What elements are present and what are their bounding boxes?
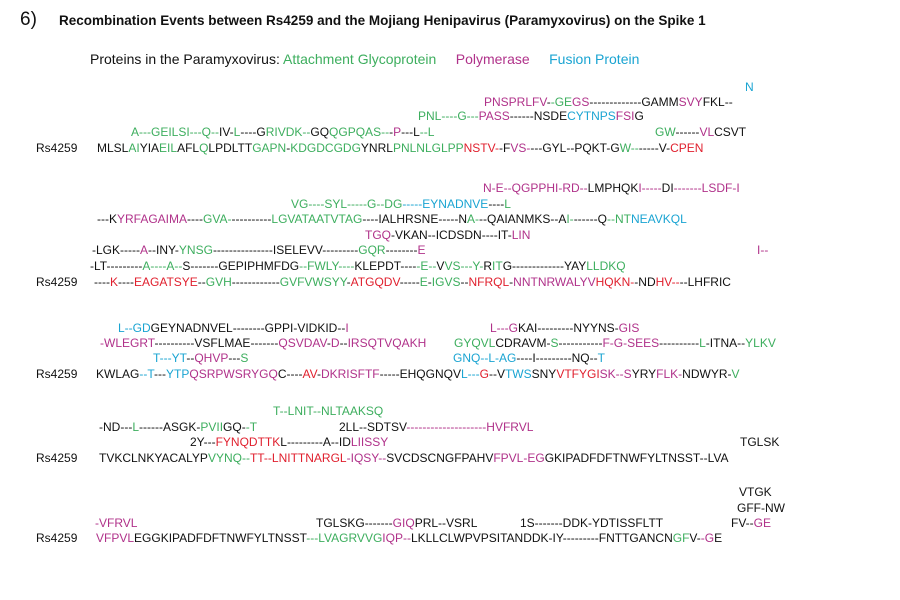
alignment-row: TVKCLNKYACALYPVYNQ--TT--LNITTNARGL-IQSY--SVCDSCNGFPAHVFPVL-EGGKIPADFDFTNWFYLTNSST--LVA	[99, 451, 729, 465]
alignment-row: T--LNIT--NLTAAKSQ	[273, 404, 384, 418]
sequence-label-rs4259: Rs4259	[36, 367, 78, 381]
alignment-row: VTGK	[739, 485, 772, 499]
sequence-label-rs4259: Rs4259	[36, 531, 78, 545]
alignment-row: -LGK-----A--INY-YNSG---------------ISELEVV---------GQR--------E	[92, 243, 426, 257]
alignment-row: TGLSKG-------GIQPRL--VSRL	[316, 516, 478, 530]
alignment-row: ----K----EAGATSYE--GVH------------GVFVWSYY-ATGQDV-----E-IGVS--NFRQL-NNTNRWALYVHQKN--NDHV----LHFRIC	[94, 275, 731, 289]
protein-legend	[90, 51, 639, 67]
alignment-row: L---GKAI---------NYYNS-GIS	[490, 321, 640, 335]
alignment-row: L--GDGEYNADNVEL--------GPPI-VIDKID--I	[118, 321, 349, 335]
alignment-row: GW------VLCSVT	[655, 125, 747, 139]
alignment-row: TGLSK	[740, 435, 780, 449]
alignment-row: FV--GE	[731, 516, 772, 530]
alignment-row: A---GEILSI---Q--IV-L----GRIVDK--GQQGPQAS---P---L--L	[131, 125, 435, 139]
alignment-row: ---KYRFAGAIMA----GVA-----------LGVATAATVTAG----IALHRSNE-----NA---QAIANMKS--AI-------Q--NTNEAVKQL	[97, 212, 687, 226]
alignment-row: -ND---L------ASGK-PVIIGQ--T	[99, 420, 258, 434]
alignment-row: 2Y---FYNQDTTKL---------A--IDLIISSY	[190, 435, 389, 449]
alignment-row: -LT---------A----A--S-------GEPIPHMFDG--FWLY----KLEPDT-----E--VVS---Y-RITG-------------YAYLLDKQ	[90, 259, 626, 273]
alignment-row: PNSPRLFV--GEGS-------------GAMMSVYFKL--	[484, 95, 733, 109]
alignment-row: GYQVLCDRAVM-S-----------F-G-SEES----------L-ITNA--YLKV	[454, 336, 776, 350]
alignment-row: I--	[757, 243, 769, 257]
alignment-row: T---YT--QHVP---S	[153, 351, 249, 365]
legend-attachment-glycoprotein: Attachment Glycoprotein	[282, 51, 437, 67]
alignment-row: PNL----G---PASS------NSDECYTNPSFSIG	[418, 109, 644, 123]
alignment-row: TGQ-VKAN--ICDSDN----IT-LIN	[365, 228, 531, 242]
alignment-row: -VFRVL	[95, 516, 138, 530]
alignment-row: KWLAG--T---YTPQSRPWSRYGQC----AV-DKRISFTF-----EHQGNQVL---G--VTWSSNYVTFYGISK--SYRYFLK-NDWYR-V	[96, 367, 740, 381]
alignment-row: GFF-NW	[737, 501, 785, 515]
alignment-row: 2LL--SDTSV--------------------HVFRVL	[339, 420, 534, 434]
alignment-row: GNQ--L-AG----I---------NQ--T	[453, 351, 605, 365]
sequence-label-rs4259: Rs4259	[36, 275, 78, 289]
legend-prefix: Proteins in the Paramyxovirus:	[90, 51, 283, 67]
alignment-row: MLSLAIYIAEILAFLQLPDLTTGAPN-KDGDCGDGYNRLPNLNLGLPPNSTV--FVS----GYL--PQKT-GW-------V-CPEN	[97, 141, 704, 155]
alignment-row: N	[745, 80, 754, 94]
alignment-row: N-E--QGPPHI-RD--LMPHQKI-----DI-------LSDF-I	[483, 181, 740, 195]
legend-fusion-protein: Fusion Protein	[549, 51, 640, 67]
figure-title: Recombination Events between Rs4259 and the Mojiang Henipavirus (Paramyxovirus) on the Spike 1	[59, 13, 706, 28]
sequence-label-rs4259: Rs4259	[36, 451, 78, 465]
legend-polymerase: Polymerase	[455, 51, 530, 67]
alignment-row: -WLEGRT----------VSFLMAE-------QSVDAV-D--IRSQTVQAKH	[100, 336, 427, 350]
figure-number: 6)	[20, 9, 37, 30]
alignment-row: VFPVLEGGKIPADFDFTNWFYLTNSST---LVAGRVVGIQP--LKLLCLWPVPSITANDDK-IY---------FNTTGANCNGFV--GE	[96, 531, 723, 545]
alignment-row: 1S-------DDK-YDTISSFLTT	[520, 516, 664, 530]
sequence-label-rs4259: Rs4259	[36, 141, 78, 155]
alignment-row: VG----SYL-----G--DG-----EYNADNVE----L	[291, 197, 511, 211]
